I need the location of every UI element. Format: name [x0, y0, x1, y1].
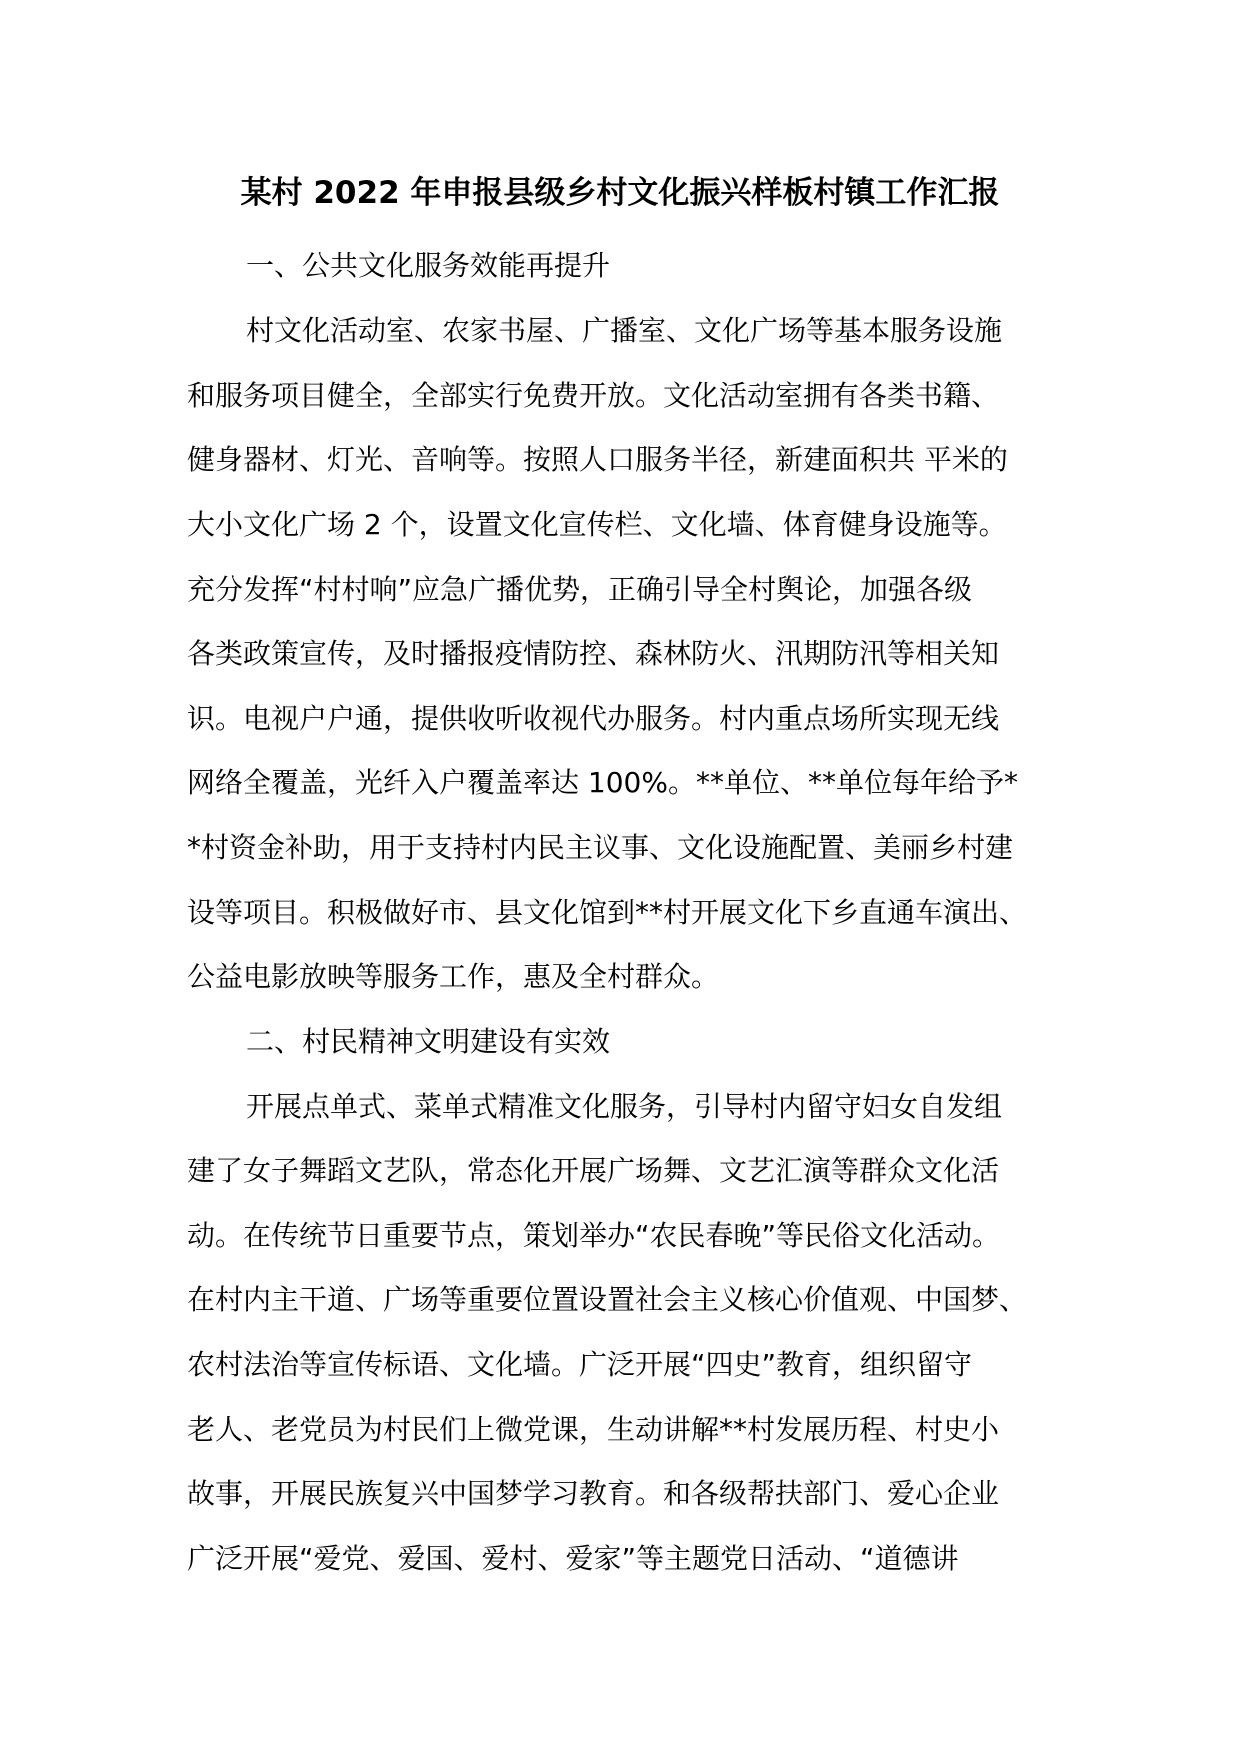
paragraph-line: 广泛开展“爱党、爱国、爱村、爱家”等主题党日活动、“道德讲: [187, 1542, 959, 1575]
paragraph-line: 农村法治等宣传标语、文化墙。广泛开展“四史”教育，组织留守: [187, 1348, 973, 1381]
paragraph-line: 大小文化广场 2 个，设置文化宣传栏、文化墙、体育健身设施等。: [187, 508, 1007, 541]
paragraph-line: 故事，开展民族复兴中国梦学习教育。和各级帮扶部门、爱心企业: [187, 1477, 1000, 1510]
document-title: 某村 2022 年申报县级乡村文化振兴样板村镇工作汇报: [240, 175, 1000, 211]
paragraph-line: 识。电视户户通，提供收听收视代办服务。村内重点场所实现无线: [187, 702, 1000, 735]
paragraph-line: 健身器材、灯光、音响等。按照人口服务半径，新建面积共 平米的: [187, 443, 1008, 476]
paragraph-line: 充分发挥“村村响”应急广播优势，正确引导全村舆论，加强各级: [187, 573, 973, 606]
section-heading-2: 二、村民精神文明建设有实效: [246, 1025, 611, 1058]
paragraph-line: 老人、老党员为村民们上微党课，生动讲解**村发展历程、村史小: [187, 1413, 1000, 1446]
paragraph-line: 网络全覆盖，光纤入户覆盖率达 100%。**单位、**单位每年给予*: [187, 766, 1018, 799]
paragraph-line: 开展点单式、菜单式精准文化服务，引导村内留守妇女自发组: [246, 1090, 1003, 1123]
paragraph-line: 设等项目。积极做好市、县文化馆到**村开展文化下乡直通车演出、: [187, 896, 1028, 929]
paragraph-line: 各类政策宣传，及时播报疫情防控、森林防火、汛期防汛等相关知: [187, 637, 1000, 670]
section-heading-1: 一、公共文化服务效能再提升: [246, 249, 611, 282]
paragraph-line: 公益电影放映等服务工作，惠及全村群众。: [187, 960, 720, 993]
paragraph-line: 在村内主干道、广场等重要位置设置社会主义核心价值观、中国梦、: [187, 1283, 1028, 1316]
paragraph-line: 建了女子舞蹈文艺队，常态化开展广场舞、文艺汇演等群众文化活: [187, 1154, 1000, 1187]
paragraph-line: 村文化活动室、农家书屋、广播室、文化广场等基本服务设施: [246, 314, 1003, 347]
paragraph-line: *村资金补助，用于支持村内民主议事、文化设施配置、美丽乡村建: [187, 831, 1014, 864]
paragraph-line: 和服务项目健全，全部实行免费开放。文化活动室拥有各类书籍、: [187, 379, 1000, 412]
paragraph-line: 动。在传统节日重要节点，策划举办“农民春晚”等民俗文化活动。: [187, 1219, 1001, 1252]
